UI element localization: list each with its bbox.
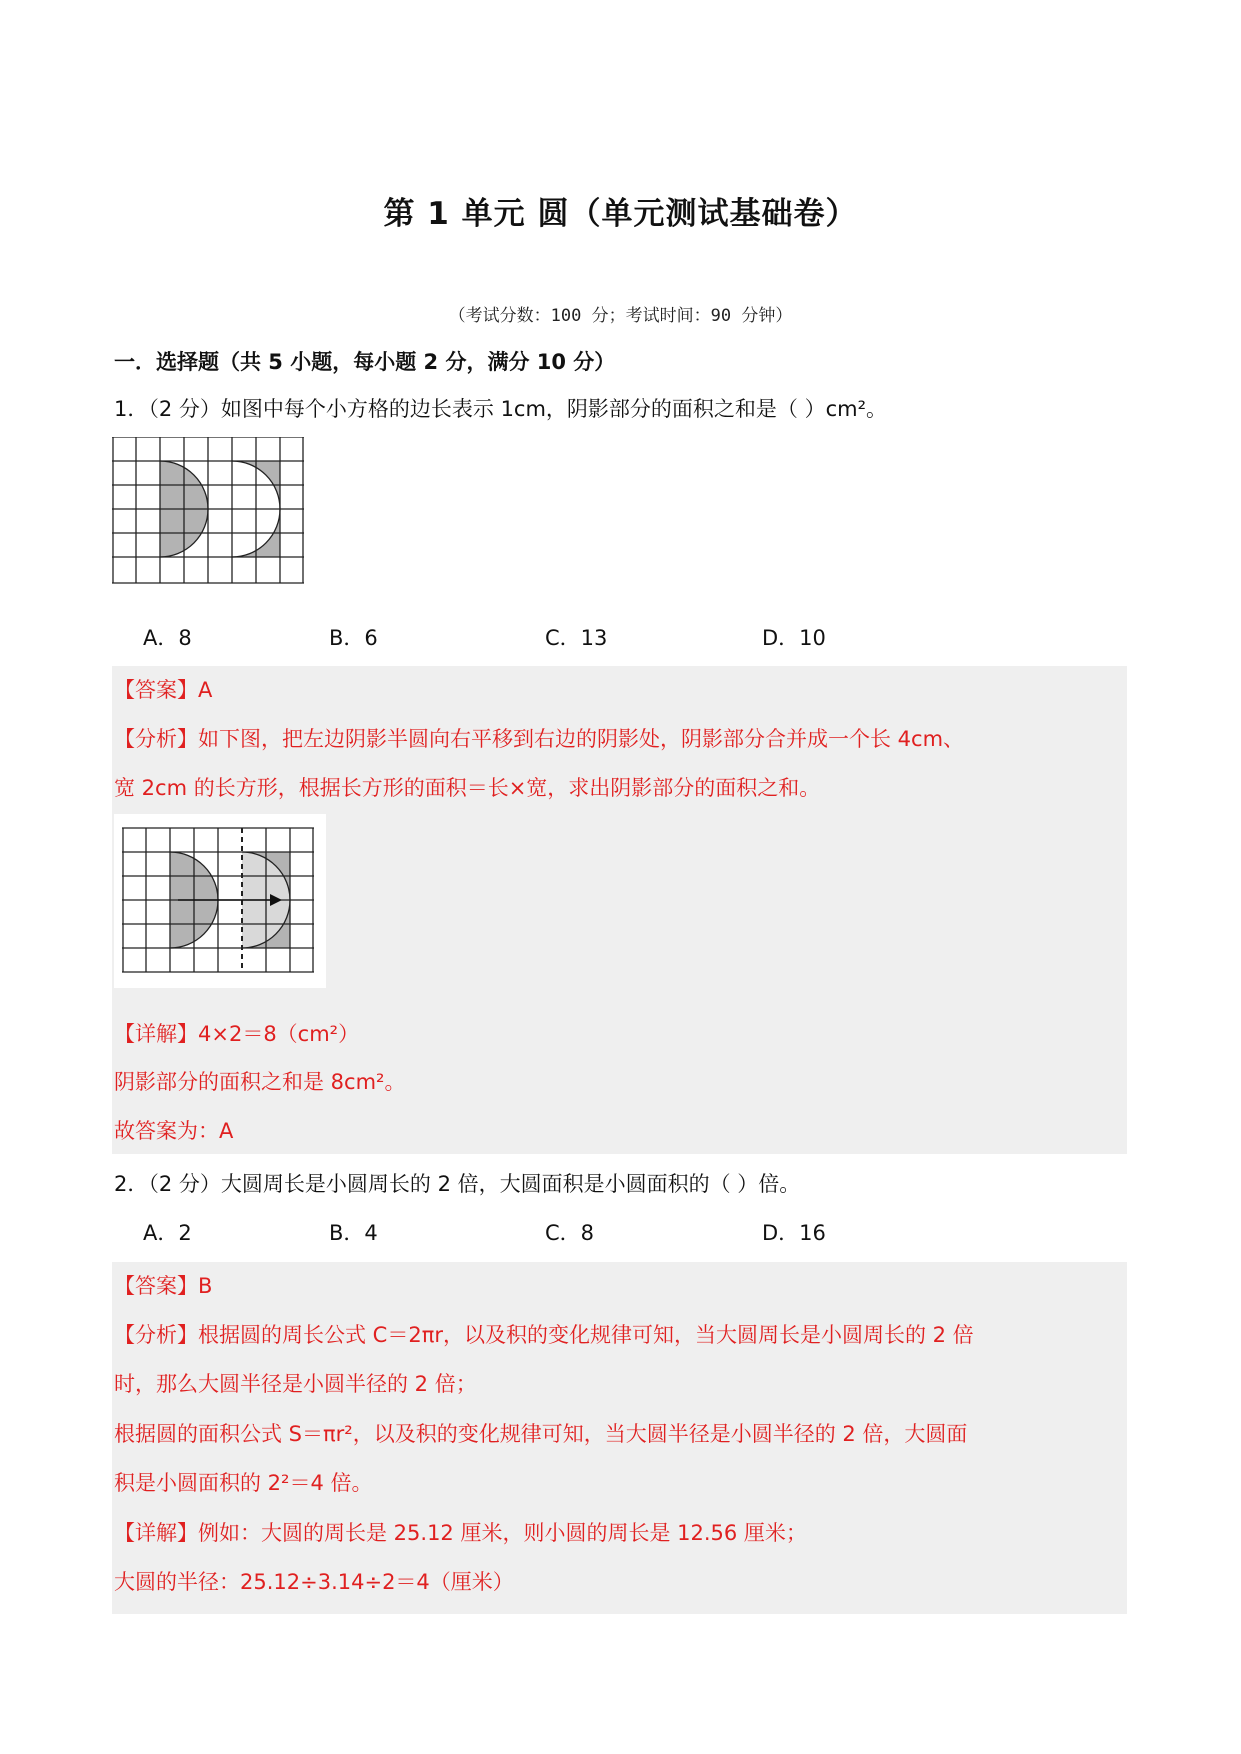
q2-answer: 【答案】B — [114, 1274, 213, 1298]
q1-detail-line2: 阴影部分的面积之和是 8cm²。 — [114, 1070, 406, 1094]
q2-stem: 2．（2 分）大圆周长是小圆周长的 2 倍，大圆面积是小圆面积的（ ）倍。 — [114, 1172, 801, 1196]
q1-option-c[interactable]: C．13 — [545, 626, 608, 650]
q1-analysis-line1: 【分析】如下图，把左边阴影半圆向右平移到右边的阴影处，阴影部分合并成一个长 4cm、 — [114, 727, 965, 751]
q2-analysis-line3: 根据圆的面积公式 S＝πr²，以及积的变化规律可知，当大圆半径是小圆半径的 2 倍，大圆面 — [114, 1422, 968, 1446]
q1-option-a[interactable]: A．8 — [143, 626, 192, 650]
q1-answer: 【答案】A — [114, 678, 213, 702]
q2-analysis-line2: 时，那么大圆半径是小圆半径的 2 倍； — [114, 1372, 477, 1396]
page-title: 第 1 单元 圆（单元测试基础卷） — [383, 196, 858, 232]
q2-analysis-line4: 积是小圆面积的 2²＝4 倍。 — [114, 1471, 373, 1495]
q1-grid-figure — [112, 437, 304, 585]
q1-stem: 1．（2 分）如图中每个小方格的边长表示 1cm，阴影部分的面积之和是（ ）cm²。 — [114, 397, 888, 421]
q1-option-d[interactable]: D．10 — [762, 626, 826, 650]
q2-option-d[interactable]: D．16 — [762, 1221, 826, 1245]
q1-solution-figure — [114, 814, 326, 988]
q1-answer-panel — [112, 666, 1127, 1154]
q2-option-c[interactable]: C．8 — [545, 1221, 595, 1245]
exam-info: （考试分数：100 分；考试时间：90 分钟） — [448, 306, 793, 326]
q2-detail-line1: 【详解】例如：大圆的周长是 25.12 厘米，则小圆的周长是 12.56 厘米； — [114, 1521, 807, 1545]
q1-detail-line1: 【详解】4×2＝8（cm²） — [114, 1022, 360, 1046]
section-heading: 一．选择题（共 5 小题，每小题 2 分，满分 10 分） — [114, 350, 616, 374]
q2-answer-panel — [112, 1262, 1127, 1614]
q1-detail-line3: 故答案为：A — [114, 1119, 234, 1143]
q2-detail-line2: 大圆的半径：25.12÷3.14÷2＝4（厘米） — [114, 1570, 514, 1594]
q2-option-a[interactable]: A．2 — [143, 1221, 192, 1245]
q2-analysis-line1: 【分析】根据圆的周长公式 C＝2πr，以及积的变化规律可知，当大圆周长是小圆周长的 2 倍 — [114, 1323, 974, 1347]
q1-analysis-line2: 宽 2cm 的长方形，根据长方形的面积＝长×宽，求出阴影部分的面积之和。 — [114, 776, 821, 800]
q2-option-b[interactable]: B．4 — [329, 1221, 378, 1245]
q1-option-b[interactable]: B．6 — [329, 626, 378, 650]
